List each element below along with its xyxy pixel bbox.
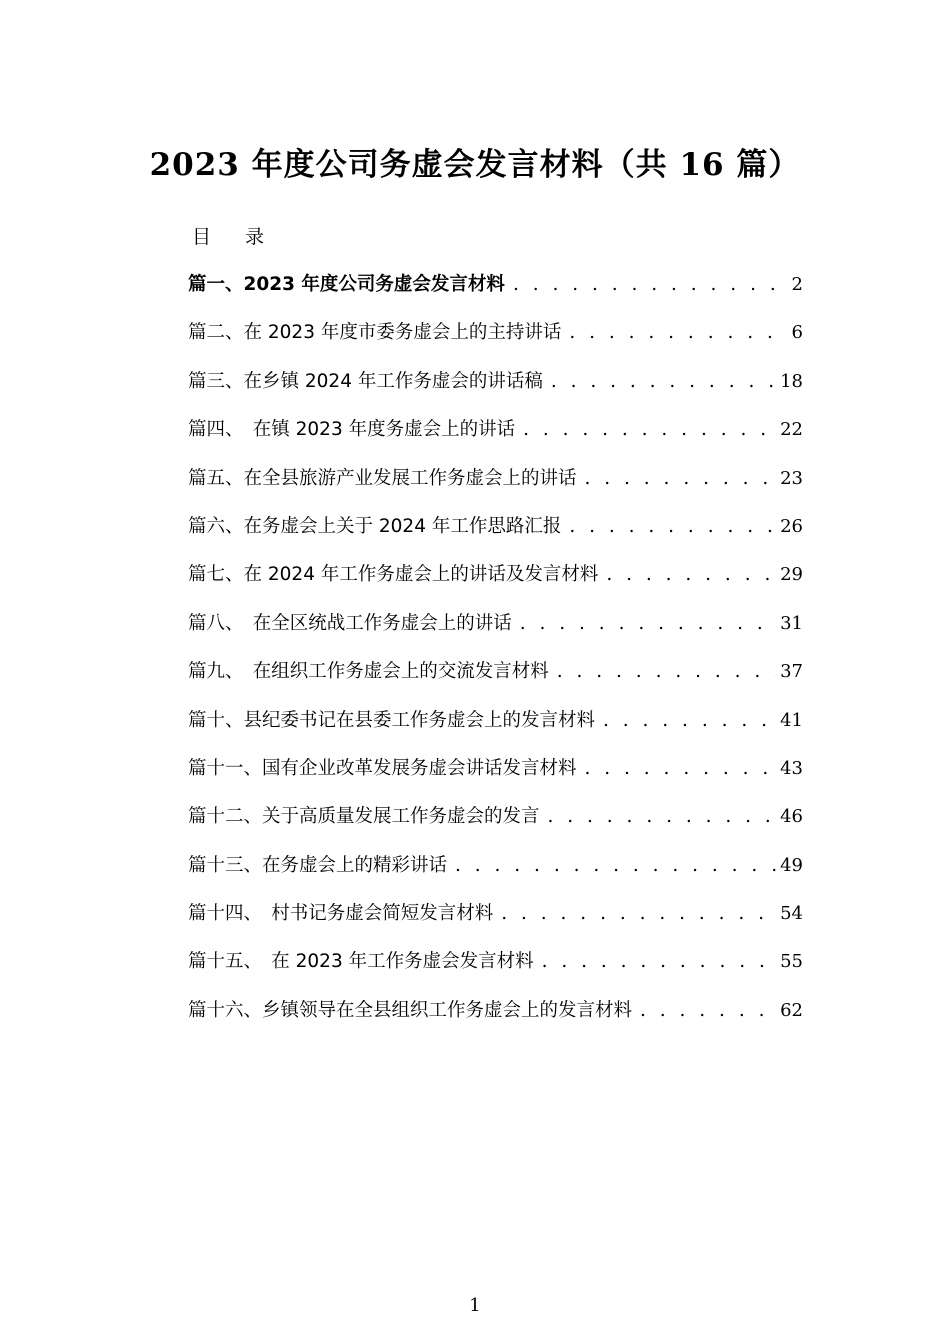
toc-entry-page: 2	[791, 274, 803, 295]
toc-entry-title[interactable]: 篇一、2023 年度公司务虚会发言材料	[188, 274, 505, 295]
toc-entry[interactable]	[188, 268, 803, 316]
toc-entry[interactable]	[188, 558, 803, 606]
toc-entry-title[interactable]: 篇十四、 村书记务虚会简短发言材料	[188, 903, 494, 925]
toc-dot-leader	[606, 558, 776, 592]
toc-entry-page: 18	[780, 370, 803, 392]
toc-heading: 目 录	[192, 226, 279, 248]
toc-entry[interactable]	[188, 897, 803, 945]
toc-entry-page: 62	[780, 999, 803, 1021]
toc-entry[interactable]	[188, 800, 803, 848]
toc-dot-leader	[585, 462, 777, 496]
toc-entry[interactable]	[188, 849, 803, 897]
toc-entry-page: 31	[780, 612, 803, 634]
toc-entry-page: 29	[780, 564, 803, 586]
toc-entry-page: 46	[780, 806, 803, 828]
toc-entry[interactable]	[188, 752, 803, 800]
document-title: 2023 年度公司务虚会发言材料（共 16 篇）	[149, 147, 801, 183]
toc-dot-leader	[551, 365, 776, 399]
toc-entry-title[interactable]: 篇十五、 在 2023 年工作务虚会发言材料	[188, 951, 534, 973]
toc-entry[interactable]	[188, 365, 803, 413]
toc-entry[interactable]	[188, 316, 803, 364]
toc-entry[interactable]	[188, 994, 803, 1042]
toc-dot-leader	[455, 849, 776, 883]
toc-entry-title[interactable]: 篇十二、关于高质量发展工作务虚会的发言	[188, 806, 540, 828]
toc-entry-title[interactable]: 篇八、 在全区统战工作务虚会上的讲话	[188, 612, 512, 634]
toc-entry-title[interactable]: 篇五、在全县旅游产业发展工作务虚会上的讲话	[188, 467, 577, 489]
toc-entry-title[interactable]: 篇六、在务虚会上关于 2024 年工作思路汇报	[188, 515, 562, 537]
toc-entry[interactable]	[188, 945, 803, 993]
toc-entry-page: 41	[780, 709, 803, 731]
table-of-contents	[188, 268, 803, 1042]
toc-entry-title[interactable]: 篇十六、乡镇领导在全县组织工作务虚会上的发言材料	[188, 999, 633, 1021]
toc-entry[interactable]	[188, 510, 803, 558]
page-number: 1	[469, 1295, 481, 1316]
toc-dot-leader	[501, 897, 776, 931]
toc-entry-title[interactable]: 篇十一、国有企业改革发展务虚会讲话发言材料	[188, 757, 577, 779]
toc-entry-page: 55	[780, 951, 803, 973]
toc-dot-leader	[603, 704, 776, 738]
toc-entry[interactable]	[188, 607, 803, 655]
toc-entry[interactable]	[188, 704, 803, 752]
toc-entry-page: 22	[780, 419, 803, 441]
toc-entry-page: 23	[780, 467, 803, 489]
toc-entry-title[interactable]: 篇三、在乡镇 2024 年工作务虚会的讲话稿	[188, 370, 543, 392]
toc-dot-leader	[513, 268, 777, 302]
toc-dot-leader	[557, 655, 776, 689]
toc-entry-title[interactable]: 篇十、县纪委书记在县委工作务虚会上的发言材料	[188, 709, 596, 731]
toc-dot-leader	[569, 510, 776, 544]
toc-entry-page: 6	[791, 322, 803, 344]
toc-entry-page: 26	[780, 515, 803, 537]
toc-dot-leader	[548, 800, 777, 834]
toc-entry[interactable]	[188, 413, 803, 461]
toc-entry-page: 49	[780, 854, 803, 876]
toc-entry-title[interactable]: 篇二、在 2023 年度市委务虚会上的主持讲话	[188, 322, 562, 344]
toc-entry-title[interactable]: 篇九、 在组织工作务虚会上的交流发言材料	[188, 661, 549, 683]
toc-dot-leader	[523, 413, 776, 447]
toc-dot-leader	[569, 316, 777, 350]
toc-entry-page: 54	[780, 903, 803, 925]
toc-entry[interactable]	[188, 462, 803, 510]
toc-entry-page: 37	[780, 661, 803, 683]
toc-dot-leader	[520, 607, 776, 641]
toc-entry-title[interactable]: 篇十三、在务虚会上的精彩讲话	[188, 854, 448, 876]
toc-dot-leader	[640, 994, 776, 1028]
toc-entry-title[interactable]: 篇四、 在镇 2023 年度务虚会上的讲话	[188, 419, 516, 441]
toc-entry[interactable]	[188, 655, 803, 703]
toc-entry-page: 43	[780, 757, 803, 779]
toc-entry-title[interactable]: 篇七、在 2024 年工作务虚会上的讲话及发言材料	[188, 564, 599, 586]
toc-dot-leader	[585, 752, 777, 786]
toc-dot-leader	[542, 945, 777, 979]
